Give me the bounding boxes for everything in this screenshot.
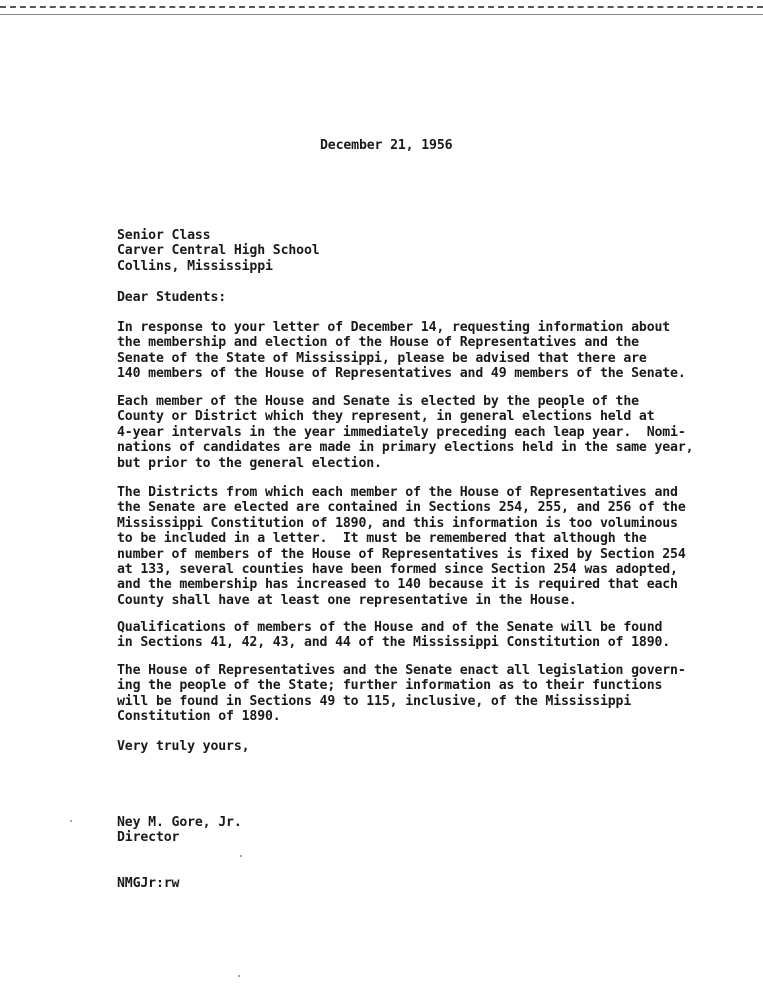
- paragraph-1: [117, 320, 686, 382]
- paragraph-line: number of members of the House of Representatives is fixed by Section 254: [117, 546, 686, 562]
- paragraph-line: 4-year intervals in the year immediately preceding each leap year. Nomi-: [117, 424, 686, 440]
- paragraph-line: Qualifications of members of the House and of the Senate will be found: [117, 620, 663, 635]
- signature-block: [117, 815, 242, 846]
- closing: Very truly yours,: [117, 739, 250, 754]
- paragraph-line: Senate of the State of Mississippi, please be advised that there are: [117, 350, 647, 366]
- address-line: Collins, Mississippi: [117, 258, 273, 274]
- paragraph-line: in Sections 41, 42, 43, and 44 of the Mississippi Constitution of 1890.: [117, 635, 671, 651]
- scan-speck: [238, 975, 240, 977]
- paragraph-line: at 133, several counties have been formed since Section 254 was adopted,: [117, 562, 678, 578]
- paragraph-line: County shall have at least one representative in the House.: [117, 592, 577, 608]
- signer-title: Director: [117, 830, 180, 846]
- salutation: Dear Students:: [117, 290, 227, 305]
- address-line: Carver Central High School: [117, 243, 320, 259]
- paragraph-line: County or District which they represent, in general elections held at: [117, 409, 655, 425]
- paragraph-2: [117, 394, 693, 471]
- paragraph-line: Each member of the House and Senate is elected by the people of the: [117, 394, 639, 409]
- recipient-address: [117, 228, 320, 274]
- scan-speck: [240, 855, 242, 857]
- scan-speck: [70, 820, 72, 822]
- letter-date: December 21, 1956: [320, 138, 453, 153]
- paragraph-line: In response to your letter of December 14, requesting information about: [117, 320, 671, 335]
- paragraph-line: The House of Representatives and the Senate enact all legislation govern-: [117, 663, 686, 678]
- address-line: Senior Class: [117, 228, 211, 243]
- paragraph-line: the Senate are elected are contained in Sections 254, 255, and 256 of the: [117, 500, 686, 516]
- paragraph-line: and the membership has increased to 140 because it is required that each: [117, 577, 678, 593]
- paragraph-line: but prior to the general election.: [117, 455, 382, 471]
- paragraph-line: The Districts from which each member of the House of Representatives and: [117, 485, 678, 500]
- paragraph-4: [117, 620, 670, 651]
- paragraph-line: the membership and election of the House of Representatives and the: [117, 335, 639, 351]
- paragraph-line: ing the people of the State; further information as to their functions: [117, 678, 663, 694]
- signer-name: Ney M. Gore, Jr.: [117, 815, 242, 830]
- paragraph-line: nations of candidates are made in primary elections held in the same year,: [117, 440, 694, 456]
- paragraph-line: Constitution of 1890.: [117, 709, 281, 725]
- paragraph-5: [117, 663, 686, 725]
- paragraph-line: to be included in a letter. It must be remembered that although the: [117, 531, 647, 547]
- paragraph-line: will be found in Sections 49 to 115, inclusive, of the Mississippi: [117, 693, 632, 709]
- paragraph-line: 140 members of the House of Representatives and 49 members of the Senate.: [117, 366, 686, 382]
- reference-initials: NMGJr:rw: [117, 876, 180, 891]
- paragraph-line: Mississippi Constitution of 1890, and this information is too voluminous: [117, 515, 678, 531]
- paragraph-3: [117, 485, 686, 608]
